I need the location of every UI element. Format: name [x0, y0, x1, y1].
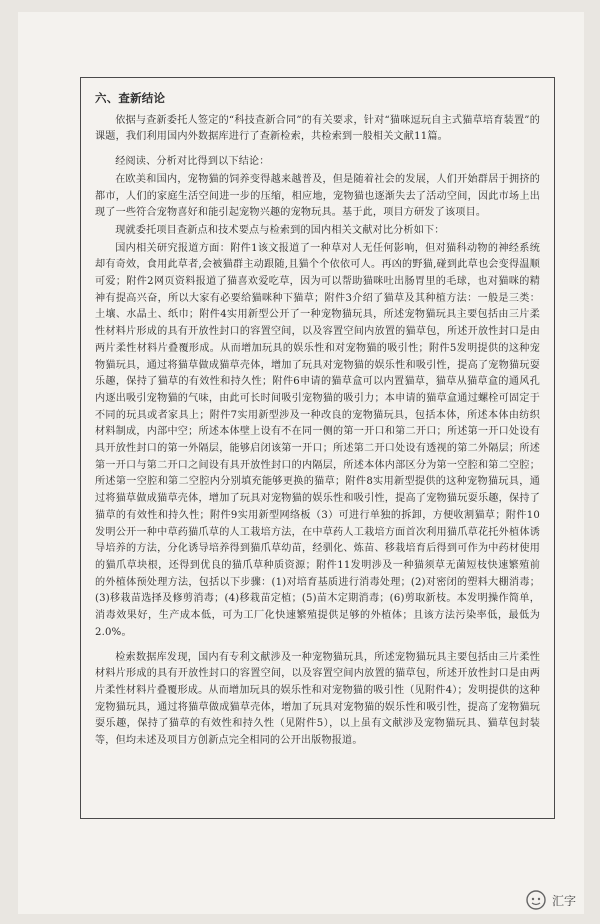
paragraph-summary-lead: 经阅读、分析对比得到以下结论： [115, 156, 270, 168]
watermark [526, 890, 576, 910]
paragraph-domestic-research: 国内相关研究报道方面：附件1该文报道了一种草对人无任何影响，但对猫科动物的神经系统却有奇效，食用此草者,会被猫群主动跟随,且猫个个依依可人。再凶的野猫,碰到此草也会变得温顺可爱；附件2网页资料报道了猫喜欢爱吃草，因为可以帮助猫咪吐出肠胃里的毛球，也对猫咪的精神有提高兴奋，所以大家有必要给猫咪种下猫草；附件3介绍了猫草及其种植方法：一般是三类：土壤、水晶土、纸巾；附件4实用新型公开了一种宠物猫玩具，所述宠物猫玩具主要包括由三片柔性材料片形成的具有开放性封口的容置空间，以及容置空间内放置的猫草包，所述开放性封口是由两片柔性材料片叠覆形成。从而增加玩具的娱乐性和对宠物猫的吸引性；附件5发明提供的这种宠物猫玩具，通过将猫草做成猫草壳体，增加了玩具对宠物猫的娱乐性和吸引性，提高了宠物猫玩耍乐趣，保持了猫草的有效性和持久性；附件6申请的猫草盒可以内置猫草，猫草从猫草盒的通风孔内逐出吸引宠物猫的气味，由此可长时间吸引宠物猫的吸引力；本申请的猫草盒通过螺栓可固定于不同的玩具或者家具上；附件7实用新型涉及一种改良的宠物猫玩具，包括本体，所述本体由纺织材料制成，内部中空；所述本体壁上设有不在同一侧的第一开口和第二开口；所述第一开口处设有具开放性封口的第一外隔层，能够启闭该第一开口；所述第二开口处设有透视的第二外隔层；所述第一开口与第二开口之间设有具开放性封口的内隔层，所述本体内部区分为第一空腔和第二空腔；所述第一空腔和第二空腔内分别填充能够更换的猫草；附件8实用新型提供的这种宠物猫玩具，通过将猫草做成猫草壳体，增加了玩具对宠物猫的娱乐性和吸引性，提高了宠物猫玩耍乐趣，保持了猫草的有效性和持久性；附件9实用新型网络板（3）可进行单独的拆卸，方便收割猫草；附件10发明公开一种中草药猫爪草的人工栽培方法，在中草药人工栽培方面首次利用猫爪草花托外植体诱导培养的方法，分化诱导培养得到猫爪草幼苗，经驯化、炼苗、移栽培育后得到可作为中药材使用的猫爪草块根，还得到优良的猫爪草种质资源；附件11发明涉及一种猫须草无菌短枝快速繁殖前的外植体预处理方法，包括以下步骤：(1)对培育基质进行消毒处理；(2)对密闭的塑料大棚消毒；(3)移栽苗选择及修剪消毒；(4)移栽苗定植；(5)苗木定期消毒；(6)剪取新枝。本发明操作简单，消毒效果好，生产成本低，可为工厂化快速繁殖提供足够的外植体；且该方法污染率低，最低为2.0%。 [95, 242, 540, 638]
conclusion-box [80, 77, 555, 819]
paragraph-background: 在欧美和国内，宠物猫的饲养变得越来越普及，但是随着社会的发展，人们开始群居于拥挤的都市，人们的家庭生活空间进一步的压缩，相应地，宠物猫也逐渐失去了活动空间，因此市场上出现了一些符合宠物喜好和能引起宠物兴趣的宠物玩具。基于此，项目方研发了该项目。 [95, 173, 540, 219]
watermark-text: 汇字 [551, 893, 576, 908]
document-page [18, 12, 584, 914]
paragraph-intro: 依据与查新委托人签定的“科技查新合同”的有关要求，针对“猫咪逗玩自主式猫草培育装置”的课题，我们利用国内外数据库进行了查新检索，共检索到一般相关文献11篇。 [95, 114, 540, 143]
wechat-logo-icon [526, 890, 546, 910]
paragraph-conclusion: 检索数据库发现，国内有专利文献涉及一种宠物猫玩具，所述宠物猫玩具主要包括由三片柔性材料片形成的具有开放性封口的容置空间，以及容置空间内放置的猫草包，所述开放性封口是由两片柔性材料片叠覆形成。从而增加玩具的娱乐性和对宠物猫的吸引性（见附件4）；发明提供的这种宠物猫玩具，通过将猫草做成猫草壳体，增加了玩具对宠物猫的娱乐性和吸引性，提高了宠物猫玩耍乐趣，保持了猫草的有效性和持久性（见附件5），以上虽有文献涉及宠物猫玩具、猫草包封装等，但均未述及项目方创新点完全相同的公开出版物报道。 [95, 651, 540, 747]
section-heading: 六、查新结论 [95, 91, 166, 105]
paragraph-comparison-lead: 现就委托项目查新点和技术要点与检索到的国内相关文献对比分析如下： [115, 224, 445, 236]
